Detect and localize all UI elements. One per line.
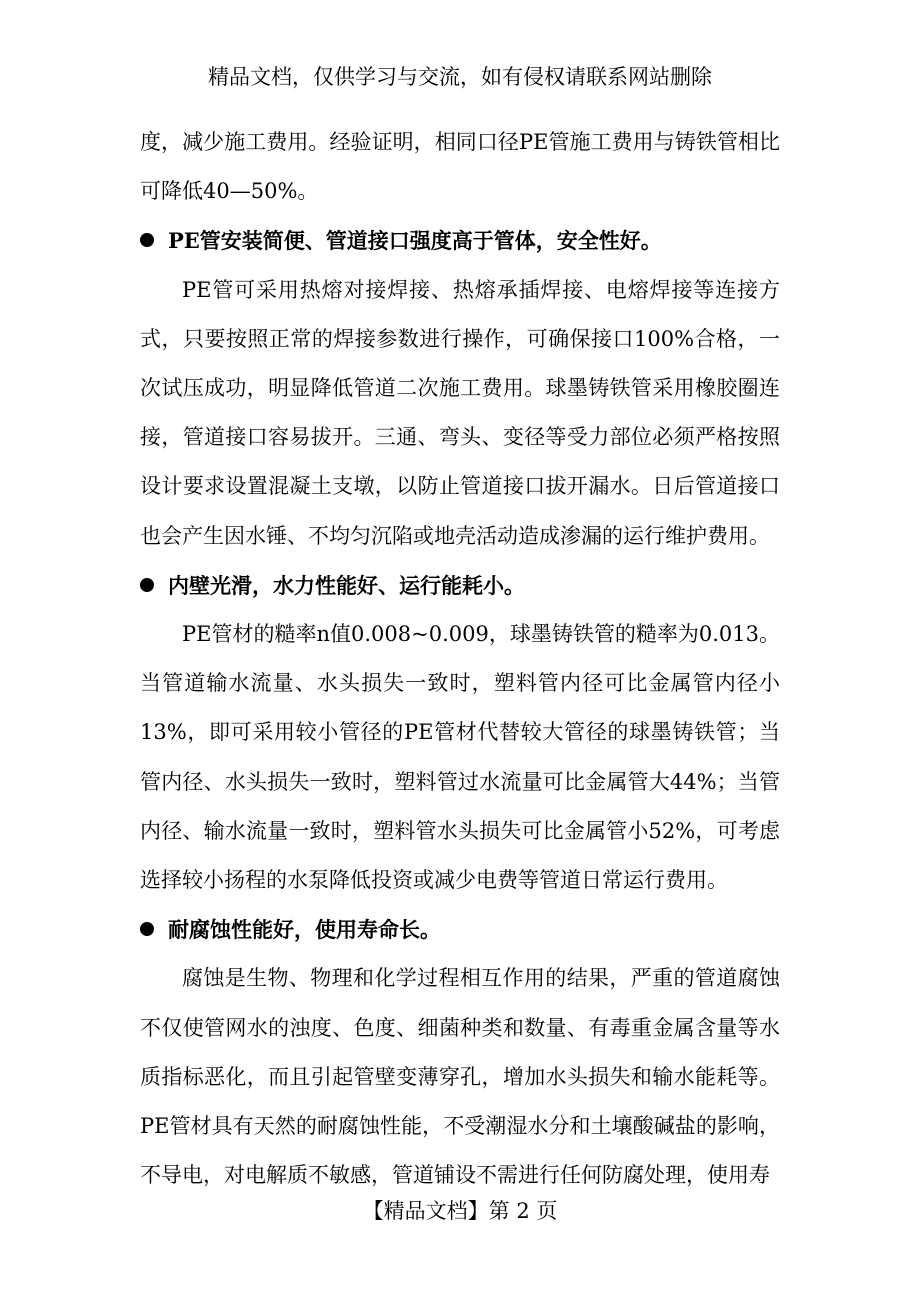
bullet-dot-icon [140,578,154,592]
bullet-heading-installation [140,216,780,265]
bullet-heading-hydraulics [140,561,780,610]
bullet-heading-text: 内壁光滑，水力性能好、运行能耗小。 [168,572,525,598]
bullet-dot-icon [140,233,154,247]
page-footer: 【精品文档】第 2 页 [362,1199,558,1223]
page-header: 精品文档，仅供学习与交流，如有侵权请联系网站删除 [208,65,712,89]
bullet-heading-text: 耐腐蚀性能好，使用寿命长。 [168,917,441,943]
paragraph-installation: PE管可采用热熔对接焊接、热熔承插焊接、电熔焊接等连接方式，只要按照正常的焊接参数进行操作，可确保接口100%合格，一次试压成功，明显降低管道二次施工费用。球墨铸铁管采用橡胶圈连接，管道接口容易拔开。三通、弯头、变径等受力部位必须严格按照设计要求设置混凝土支墩，以防止管道接口拔开漏水。日后管道接口也会产生因水锤、不均匀沉陷或地壳活动造成渗漏的运行维护费用。 [140,277,780,548]
paragraph-hydraulics: PE管材的糙率n值0.008~0.009，球墨铸铁管的糙率为0.013。当管道输水流量、水头损失一致时，塑料管内径可比金属管内径小13%，即可采用较小管径的PE管材代替较大管径的球墨铸铁管；当管内径、水头损失一致时，塑料管过水流量可比金属管大44%；当管内径、输水流量一致时，塑料管水头损失可比金属管小52%，可考虑选择较小扬程的水泵降低投资或减少电费等管道日常运行费用。 [140,622,780,893]
document-body [140,118,780,1200]
bullet-dot-icon [140,922,154,936]
bullet-heading-corrosion [140,905,780,954]
bullet-heading-text: PE管安装简便、管道接口强度高于管体，安全性好。 [168,228,662,254]
paragraph-corrosion: 腐蚀是生物、物理和化学过程相互作用的结果，严重的管道腐蚀不仅使管网水的浊度、色度、细菌种类和数量、有毒重金属含量等水质指标恶化，而且引起管壁变薄穿孔，增加水头损失和输水能耗等。PE管材具有天然的耐腐蚀性能，不受潮湿水分和土壤酸碱盐的影响，不导电，对电解质不敏感，管道铺设不需进行任何防腐处理，使用寿 [140,966,780,1188]
paragraph-cost-reduction: 度，减少施工费用。经验证明，相同口径PE管施工费用与铸铁管相比可降低40—50%。 [140,130,780,204]
